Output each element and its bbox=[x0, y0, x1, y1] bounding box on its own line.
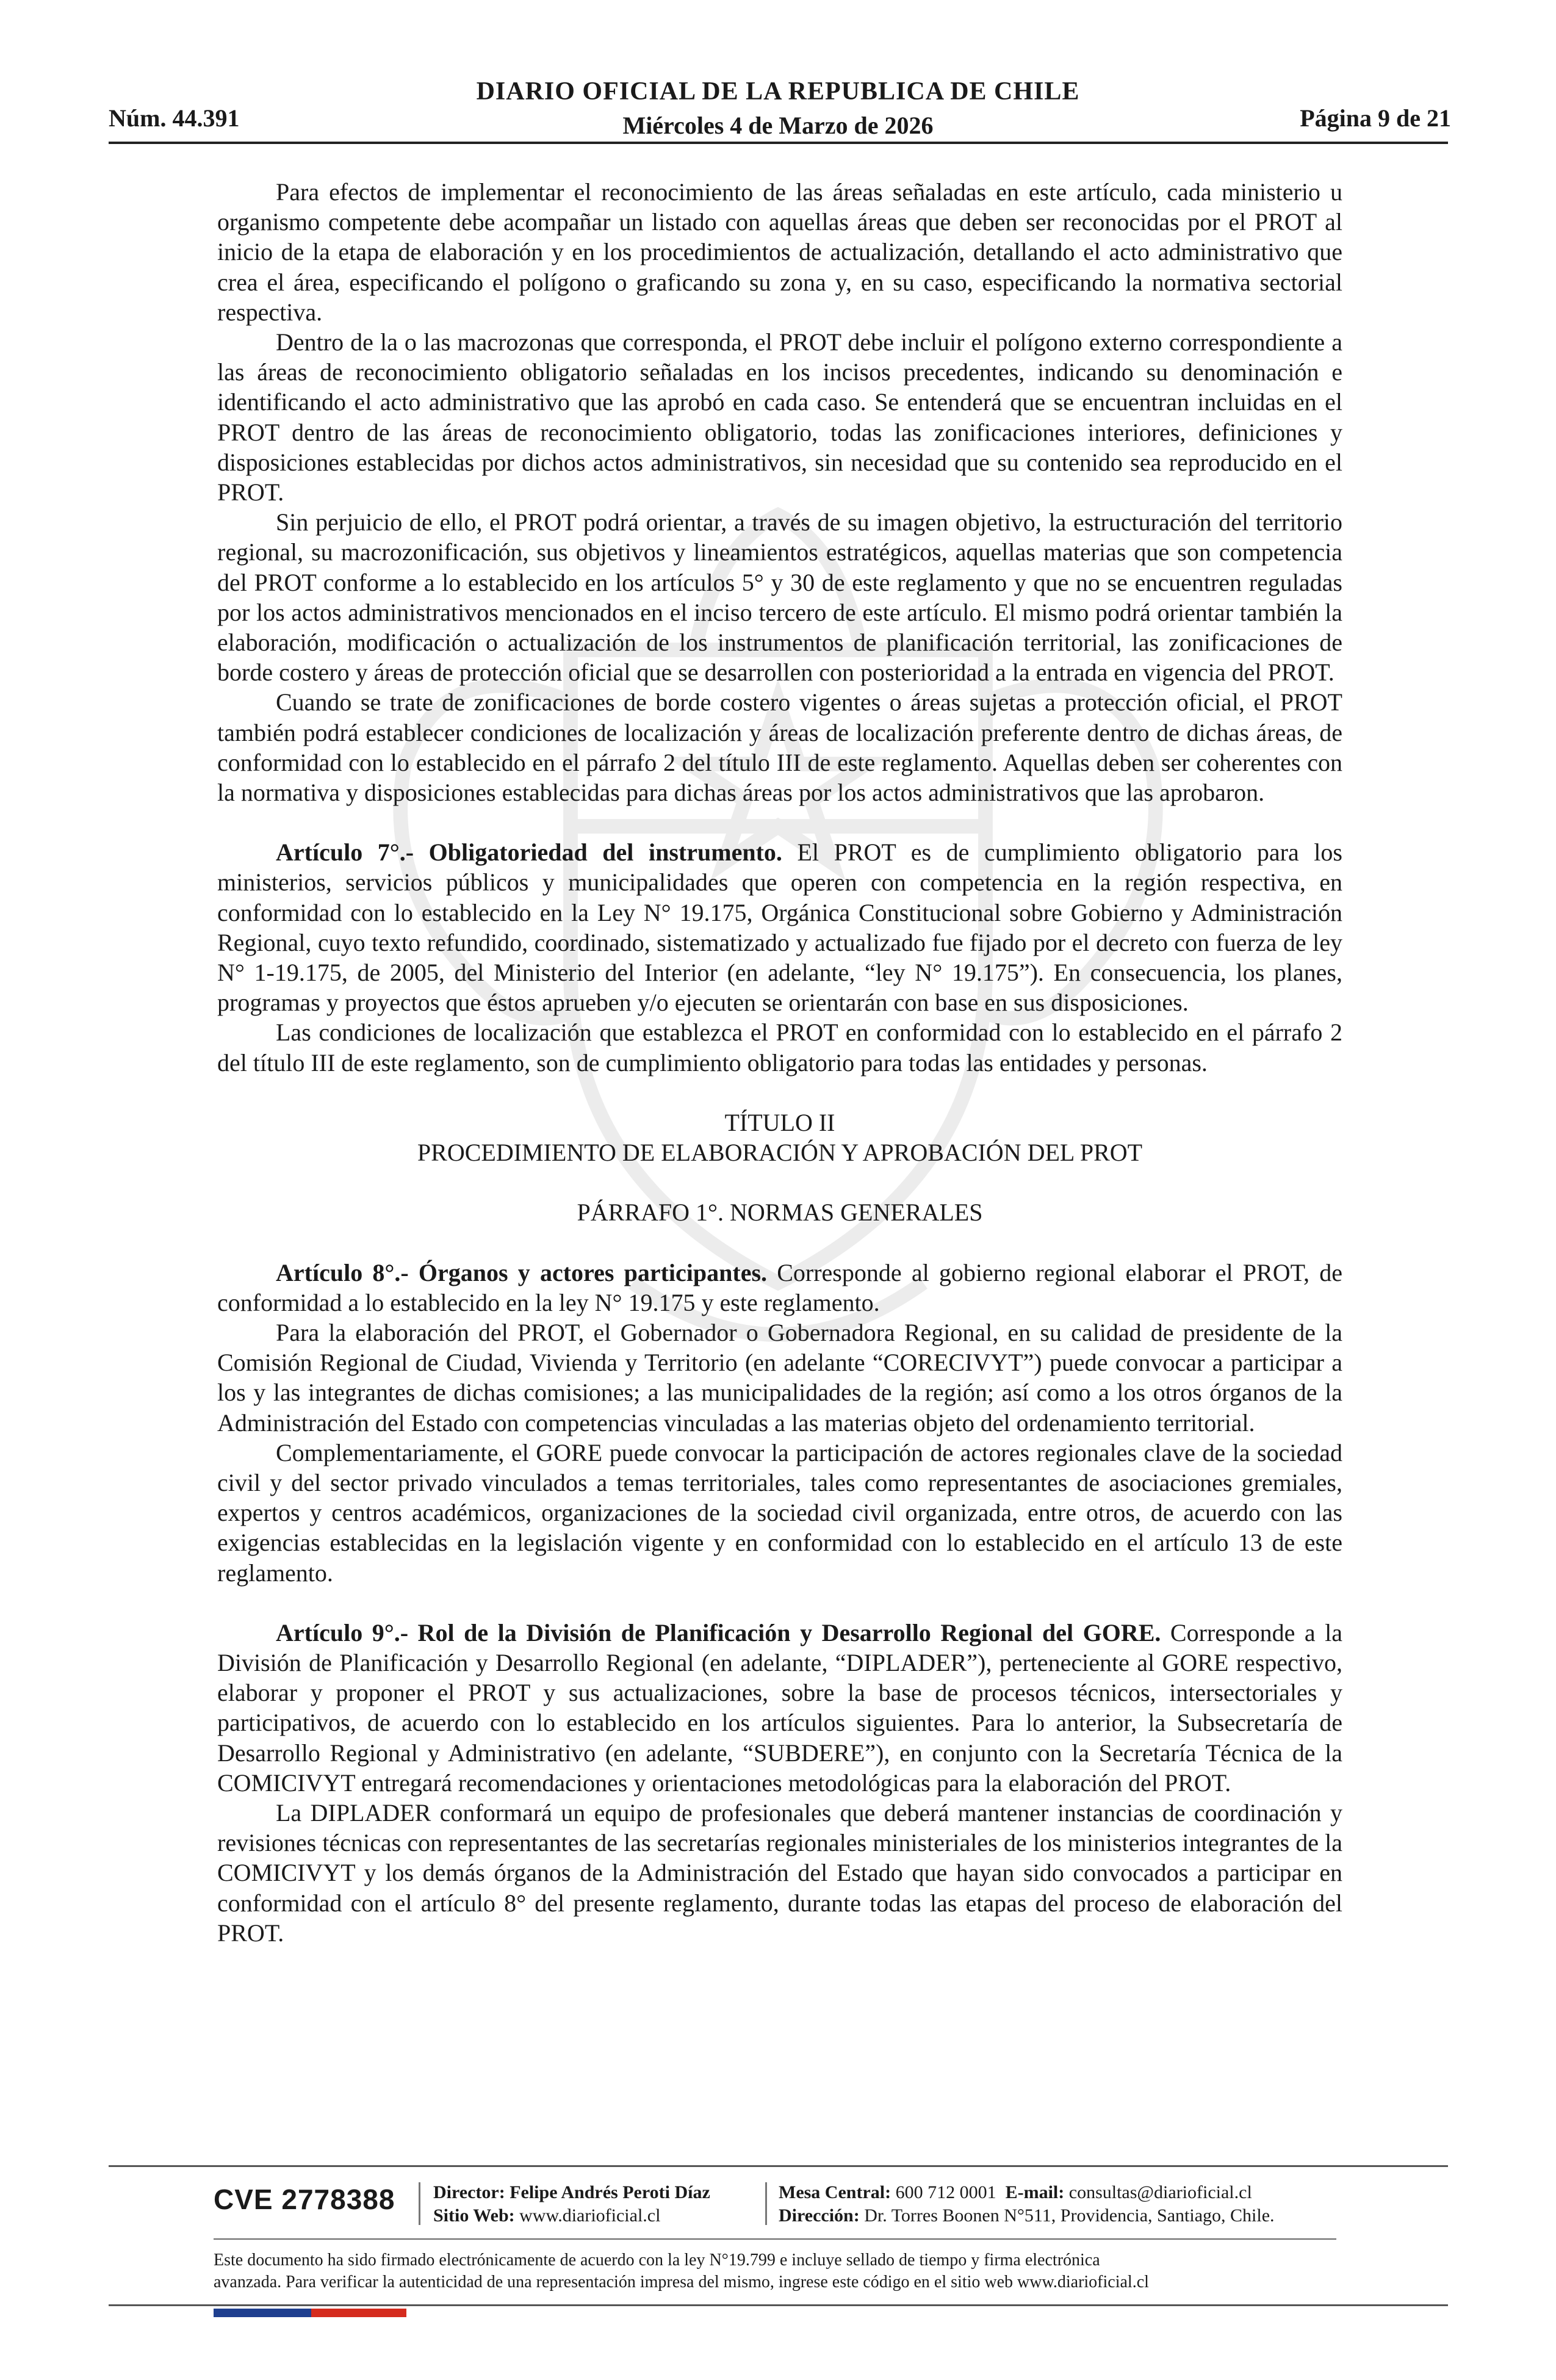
phone-value: 600 712 0001 bbox=[895, 2182, 996, 2202]
article-8-title: Artículo 8°.- Órganos y actores participantes. bbox=[276, 1258, 768, 1286]
article-9-text: Corresponde a la División de Planificación y Desarrollo Regional (en adelante, “DIPLADER”), perteneciente al GORE respectivo, elaborar y proponer el PROT y sus actualizaciones, sobre la base de procesos técnicos, intersectoriales y participativos, de acuerdo con lo establecido en los artículos siguientes. Para lo anterior, la Subsecretaría de Desarrollo Regional y Administrativo (en adelante, “SUBDERE”), en conjunto con la Secretaría Técnica de la COMICIVYT entregará recomendaciones y orientaciones metodológicas para la elaboración del PROT. bbox=[217, 1618, 1342, 1797]
paragraph: Cuando se trate de zonificaciones de borde costero vigentes o áreas sujetas a protección oficial, el PROT también podrá establecer condiciones de localización y áreas de localización preferente dentro de dichas áreas, de conformidad con lo establecido en el párrafo 2 del título III de este reglamento. Aquellas deben ser coherentes con la normativa y disposiciones establecidas para dichas áreas por los actos administrativos que las aprobaron. bbox=[217, 688, 1342, 807]
paragraph: Las condiciones de localización que establezca el PROT en conformidad con lo establecido en el párrafo 2 del título III de este reglamento, son de cumplimiento obligatorio para todas las entidades y personas. bbox=[217, 1019, 1342, 1076]
issue-date: Miércoles 4 de Marzo de 2026 bbox=[622, 112, 934, 139]
email-label: E-mail: bbox=[1005, 2182, 1065, 2202]
article-8 bbox=[217, 1258, 1342, 1318]
article-7-text: El PROT es de cumplimiento obligatorio para los ministerios, servicios públicos y municipalidades que operen con competencia en la región respectiva, en conformidad con lo establecido en la Ley N° 19.175, Orgánica Constitucional sobre Gobierno y Administración Regional, cuyo texto refundido, coordinado, sistematizado y actualizado fue fijado por el decreto con fuerza de ley N° 1-19.175, de 2005, del Ministerio del Interior (en adelante, “ley N° 19.175”). En consecuencia, los planes, programas y proyectos que éstos aprueben y/o ejecuten se orientarán con base en sus disposiciones. bbox=[217, 838, 1342, 1017]
footer-divider bbox=[109, 2304, 1448, 2306]
paragraph: La DIPLADER conformará un equipo de profesionales que deberá mantener instancias de coordinación y revisiones técnicas con representantes de las secretarías regionales ministeriales de los ministerios integrantes de la COMICIVYT y los demás órganos de la Administración del Estado que hayan sido convocados a participar en conformidad con el artículo 8° del presente reglamento, durante todas las etapas del proceso de elaboración del PROT. bbox=[217, 1798, 1342, 1947]
notice-line: avanzada. Para verificar la autenticidad de una representación impresa del mismo, ingrese este código en el sitio web www.diarioficial.cl bbox=[214, 2273, 1149, 2292]
title-name: PROCEDIMIENTO DE ELABORACIÓN Y APROBACIÓN DEL PROT bbox=[417, 1139, 1143, 1167]
notice-line: Este documento ha sido firmado electrónicamente de acuerdo con la ley N°19.799 e incluye sellado de tiempo y firma electrónica bbox=[214, 2251, 1100, 2270]
page-indicator: Página 9 de 21 bbox=[1300, 104, 1451, 132]
article-7 bbox=[217, 837, 1342, 1017]
address-value: Dr. Torres Boonen N°511, Providencia, Santiago, Chile. bbox=[864, 2205, 1275, 2226]
issue-number: Núm. 44.391 bbox=[109, 104, 240, 132]
director-label: Director: bbox=[433, 2182, 505, 2202]
paragraph: Dentro de la o las macrozonas que corresponda, el PROT debe incluir el polígono externo correspondiente a las áreas de reconocimiento obligatorio señaladas en los incisos precedentes, indicando su denominación e identificando el acto administrativo que las aprobó en cada caso. Se entenderá que se encuentran incluidas en el PROT dentro de las áreas de reconocimiento obligatorio, todas las zonificaciones interiores, definiciones y disposiciones establecidas por dichos actos administrativos, sin necesidad que su contenido sea reproducido en el PROT. bbox=[217, 328, 1342, 507]
article-7-title: Artículo 7°.- Obligatoriedad del instrumento. bbox=[276, 838, 782, 867]
article-8-text: Corresponde al gobierno regional elaborar el PROT, de conformidad a lo establecido en la ley N° 19.175 y este reglamento. bbox=[217, 1258, 1343, 1316]
cve-code: CVE 2778388 bbox=[214, 2183, 395, 2215]
title-number: TÍTULO II bbox=[724, 1108, 835, 1136]
flag-stripe-blue bbox=[214, 2309, 311, 2317]
paragraph: Para efectos de implementar el reconocimiento de las áreas señaladas en este artículo, cada ministerio u organismo competente debe acompañar un listado con aquellas áreas que deben ser reconocidas por el PROT al inicio de la etapa de elaboración y en los procedimientos de actualización, detallando el acto administrativo que crea el área, especificando el polígono o graficando su zona y, en su caso, especificando la normativa sectorial respectiva. bbox=[217, 178, 1342, 326]
email-link[interactable]: consultas@diarioficial.cl bbox=[1068, 2182, 1252, 2202]
article-9 bbox=[217, 1618, 1342, 1798]
publication-title: DIARIO OFICIAL DE LA REPUBLICA DE CHILE bbox=[476, 78, 1080, 106]
flag-stripe-red bbox=[311, 2309, 406, 2317]
footer-separator bbox=[765, 2182, 767, 2225]
paragraph: Sin perjuicio de ello, el PROT podrá orientar, a través de su imagen objetivo, la estructuración del territorio regional, su macrozonificación, sus objetivos y lineamientos estratégicos, aquellas materias que son competencia del PROT conforme a lo establecido en los artículos 5° y 30 de este reglamento y que no se encuentren reguladas por los actos administrativos mencionados en el inciso tercero de este artículo. El mismo podrá orientar también la elaboración, modificación o actualización de los instrumentos de planificación territorial, las zonificaciones de borde costero y áreas de protección oficial que se desarrollen con posterioridad a la entrada en vigencia del PROT. bbox=[217, 508, 1342, 687]
address-label: Dirección: bbox=[779, 2205, 860, 2226]
footer-divider bbox=[109, 2165, 1448, 2167]
header-divider bbox=[109, 142, 1448, 144]
contact-info bbox=[779, 2181, 1275, 2227]
phone-label: Mesa Central: bbox=[779, 2182, 891, 2202]
section-heading: PÁRRAFO 1°. NORMAS GENERALES bbox=[577, 1199, 983, 1227]
site-link[interactable]: www.diarioficial.cl bbox=[519, 2205, 661, 2226]
director-name: Felipe Andrés Peroti Díaz bbox=[510, 2182, 710, 2202]
site-label: Sitio Web: bbox=[433, 2205, 515, 2226]
signature-notice bbox=[214, 2249, 1349, 2293]
director-info bbox=[433, 2181, 710, 2227]
paragraph: Para la elaboración del PROT, el Gobernador o Gobernadora Regional, en su calidad de presidente de la Comisión Regional de Ciudad, Vivienda y Territorio (en adelante “CORECIVYT”) puede convocar a participar a los y las integrantes de dichas comisiones; a las municipalidades de la región; así como a los otros órganos de la Administración del Estado con competencias vinculadas a las materias objeto del ordenamiento territorial. bbox=[217, 1318, 1342, 1437]
article-9-title: Artículo 9°.- Rol de la División de Planificación y Desarrollo Regional del GORE. bbox=[276, 1618, 1161, 1646]
footer-separator bbox=[419, 2182, 420, 2225]
paragraph: Complementariamente, el GORE puede convocar la participación de actores regionales clave de la sociedad civil y del sector privado vinculados a temas territoriales, tales como representantes de asociaciones gremiales, expertos y centros académicos, organizaciones de la sociedad civil organizada, entre otros, de acuerdo con las exigencias establecidas en la legislación vigente y en conformidad con lo establecido en el artículo 13 de este reglamento. bbox=[217, 1438, 1342, 1587]
document-body bbox=[217, 177, 1342, 1948]
footer-divider bbox=[214, 2238, 1336, 2240]
